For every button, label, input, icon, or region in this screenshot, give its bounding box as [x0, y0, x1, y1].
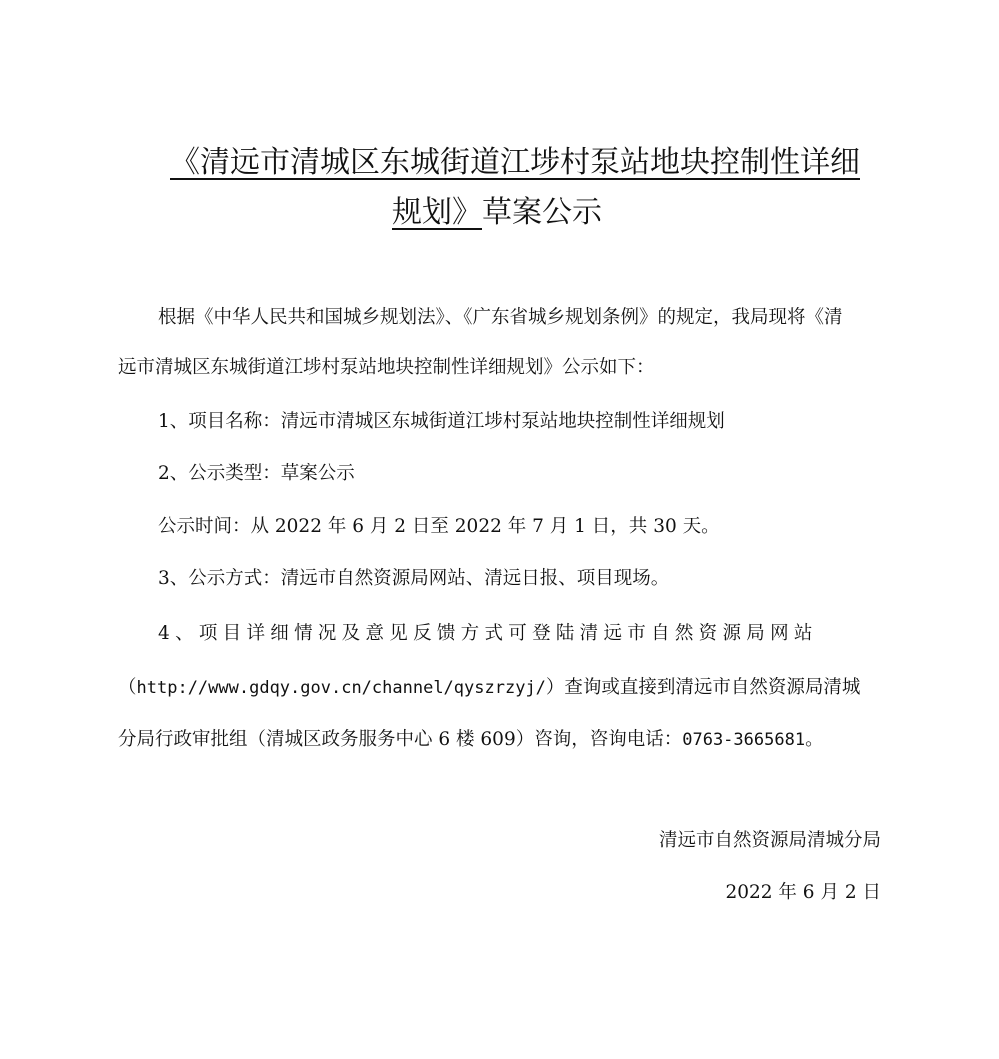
website-link[interactable]: http://www.gdqy.gov.cn/channel/qyszrzyj/	[136, 678, 546, 698]
signature-organization: 清远市自然资源局清城分局	[658, 830, 881, 851]
item-feedback-line-1: 4、项目详细情况及意见反馈方式可登陆清远市自然资源局网站	[158, 623, 818, 644]
title-suffix: 草案公示	[482, 195, 602, 230]
title-underlined-part-1: 《清远市清城区东城街道江埗村泵站地块控制性详细	[170, 145, 860, 180]
item-feedback-line-3-prefix: 分局行政审批组（清城区政务服务中心 6 楼 609）咨询，咨询电话：	[118, 729, 683, 750]
title-line-1	[170, 145, 860, 181]
intro-paragraph-line-2: 远市清城区东城街道江埗村泵站地块控制性详细规划》公示如下：	[118, 357, 655, 378]
signature-date: 2022 年 6 月 2 日	[725, 882, 881, 903]
url-open-paren: （	[118, 677, 137, 698]
title-underlined-part-2: 规划》	[392, 195, 482, 230]
item-notice-type: 2、公示类型：草案公示	[158, 463, 355, 484]
item-feedback-line-2-rest: ）查询或直接到清远市自然资源局清城	[545, 677, 861, 698]
item-notice-method: 3、公示方式：清远市自然资源局网站、清远日报、项目现场。	[158, 568, 670, 589]
item-notice-period: 公示时间：从 2022 年 6 月 2 日至 2022 年 7 月 1 日，共 30 天。	[158, 516, 720, 537]
item-feedback-line-3	[118, 728, 824, 752]
intro-paragraph-line-1: 根据《中华人民共和国城乡规划法》、《广东省城乡规划条例》的规定，我局现将《清	[158, 307, 843, 328]
title-line-2	[392, 195, 602, 231]
item-feedback-line-2	[118, 676, 860, 700]
item-project-name: 1、项目名称：清远市清城区东城街道江埗村泵站地块控制性详细规划	[158, 411, 725, 432]
item-feedback-line-3-end: 。	[805, 729, 824, 750]
phone-number: 0763-3665681	[682, 730, 806, 750]
